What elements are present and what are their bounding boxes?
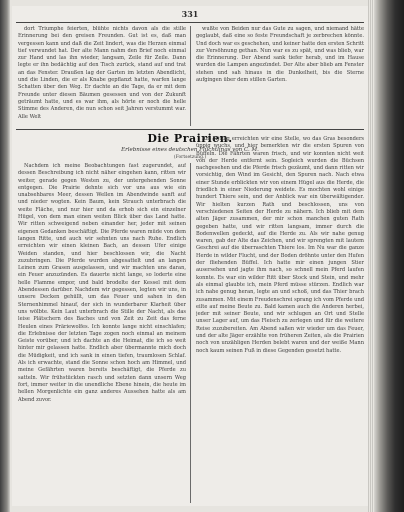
page-number: 331 [181,9,199,19]
top-right-paragraph: wußte von Beiden nur das Gute zu sagen, und niemand hätte geglaubt, daß eine so feste Freundschaft je zerbrechen könnte. Und doch war es geschehen, und keiner hatte den ersten Schritt zur Versöhnung gethan. Nun war es zu spät, und was blieb, war die Erinnerung. Der Abend sank tiefer herab, und im Hause wurden die Lampen angezündet. Der Alte aber blieb am Fenster stehen und sah hinaus in die Dunkelheit, bis die Sterne aufgingen über dem stillen Garten. [196,26,364,84]
book-binding-right [374,0,404,512]
top-left-column [18,26,186,126]
main-left-paragraph: Nachdem ich meine Beobachtungen fast zugerundet, auf dessen Beschreibung ich nicht näher eingehen kann, ritten wir weiter, gerade gegen Westen zu, der untergehenden Sonne entgegen. Die Prairie dehnte sich vor uns aus wie ein unabsehbares Meer, dessen Wellen im Abendwinde sanft auf und nieder wogten. Kein Baum, kein Strauch unterbrach die weite Fläche, und nur hier und da erhob sich ein einzelner Hügel, von dem man einen weiten Blick über das Land hatte. Wir ritten schweigend neben einander her, jeder mit seinen eigenen Gedanken beschäftigt. Die Pferde waren müde von dem langen Ritte, und auch wir sehnten uns nach Ruhe. Endlich erreichten wir einen kleinen Bach, an dessen Ufer einige Weiden standen, und hier beschlossen wir, die Nacht zuzubringen. Die Pferde wurden abgesattelt und an langen Leinen zum Grasen ausgelassen, und wir machten uns daran, ein Feuer anzuzünden. Es dauerte nicht lange, so loderte eine helle Flamme empor, und bald brodelte der Kessel mit dem Abendessen darüber. Nachdem wir gegessen, legten wir uns, in unsere Decken gehüllt, um das Feuer und sahen in den Sternenhimmel hinauf, der sich in wunderbarer Klarheit über uns wölbte. Kein Laut unterbrach die Stille der Nacht, als das leise Plätschern des Baches und von Zeit zu Zeit das ferne Heulen eines Präriewolfes. Ich konnte lange nicht einschlafen; die Erlebnisse der letzten Tage zogen noch einmal an meinem Geiste vorüber, und ich dachte an die Heimat, die ich so weit hinter mir gelassen hatte. Endlich aber übermannte mich doch die Müdigkeit, und ich sank in einen tiefen, traumlosen Schlaf. Als ich erwachte, stand die Sonne schon hoch am Himmel, und meine Gefährten waren bereits beschäftigt, die Pferde zu satteln. Wir frühstückten rasch und setzten dann unsern Weg fort, immer weiter in die unendliche Ebene hinein, die heute im hellen Morgenlichte ein ganz anderes Aussehen hatte als am Abend zuvor. [18,163,186,403]
column-divider-top [190,26,191,126]
book-page [12,6,368,506]
top-left-paragraph: dort Triumphe feierten, blühte nichts davon als die stille Erinnerung bei den greisen Freunden. Gut ist es, daß man vergessen kann und daß die Zeit lindert, was die Herzen einmal tief verwundet hat. Der alte Mann nahm den Brief noch einmal zur Hand und las ihn wieder, langsam, Zeile für Zeile. Dann legte er ihn bedächtig auf den Tisch zurück, stand auf und trat an das Fenster. Draußen lag der Garten im letzten Abendlicht, und die Linden, die er als Knabe gepflanzt hatte, warfen lange Schatten über den Weg. Er dachte an die Tage, da er mit dem Freunde unter diesen Bäumen gesessen und von der Zukunft geträumt hatte, und es war ihm, als hörte er noch die helle Stimme des Anderen, die nun schon seit Jahren verstummt war. Alle Welt [18,26,186,120]
column-divider-main [190,163,191,503]
article-credit: (Fortsetzung.) [173,155,207,160]
page-header [12,8,368,22]
header-rule [16,22,364,23]
top-right-column [196,26,364,126]
article-subtitle: Erlebnisse eines deutschen Flüchtlings von C. M. [121,147,259,153]
main-left-column [18,163,186,503]
article-rule [16,129,364,130]
book-binding-left [0,0,10,512]
article-title: Die Prairien. [147,132,233,145]
main-right-column [196,136,364,503]
main-right-paragraph: Am Mittag erreichten wir eine Stelle, wo das Gras besonders üppig wuchs, und hier bemerkten wir die ersten Spuren von Büffeln. Die Fährten waren frisch, und wir konnten nicht weit von der Herde entfernt sein. Sogleich wurden die Büchsen nachgesehen und die Pferde frisch gezäumt, und dann ritten wir vorsichtig, den Wind im Gesicht, den Spuren nach. Nach etwa einer Stunde erblickten wir von einem Hügel aus die Herde, die friedlich in einer Niederung weidete. Es mochten wohl einige hundert Thiere sein, und der Anblick war ein überwältigender. Wir hielten kurzen Rath und beschlossen, uns von verschiedenen Seiten der Herde zu nähern. Ich blieb mit dem alten Jäger zusammen, der mir schon manchen guten Rath gegeben hatte, und wir ritten langsam, immer durch die Bodenwellen gedeckt, auf die Herde zu. Als wir nahe genug waren, gab der Alte das Zeichen, und wir sprengten mit lautem Geschrei auf die überraschten Thiere los. Im Nu war die ganze Herde in wilder Flucht, und der Boden dröhnte unter den Hufen der fliehenden Büffel. Ich hatte mir einen jungen Stier ausersehen und jagte ihm nach, so schnell mein Pferd laufen konnte. Es war ein wilder Ritt über Stock und Stein, und mehr als einmal glaubte ich, mein Pferd müsse stürzen. Endlich war ich nahe genug heran, legte an und schoß, und das Thier brach zusammen. Mit einem Freudenschrei sprang ich vom Pferde und eilte auf meine Beute zu. Bald kamen auch die Anderen herbei, jeder mit seiner Beute, und wir schlugen an Ort und Stelle unser Lager auf, um das Fleisch zu zerlegen und für die weitere Reise zuzubereiten. Am Abend saßen wir wieder um das Feuer, und der alte Jäger erzählte von früheren Zeiten, als die Prairien noch von unzähligen Herden belebt waren und der weiße Mann noch kaum seinen Fuß in diese Gegenden gesetzt hatte. [196,136,364,354]
